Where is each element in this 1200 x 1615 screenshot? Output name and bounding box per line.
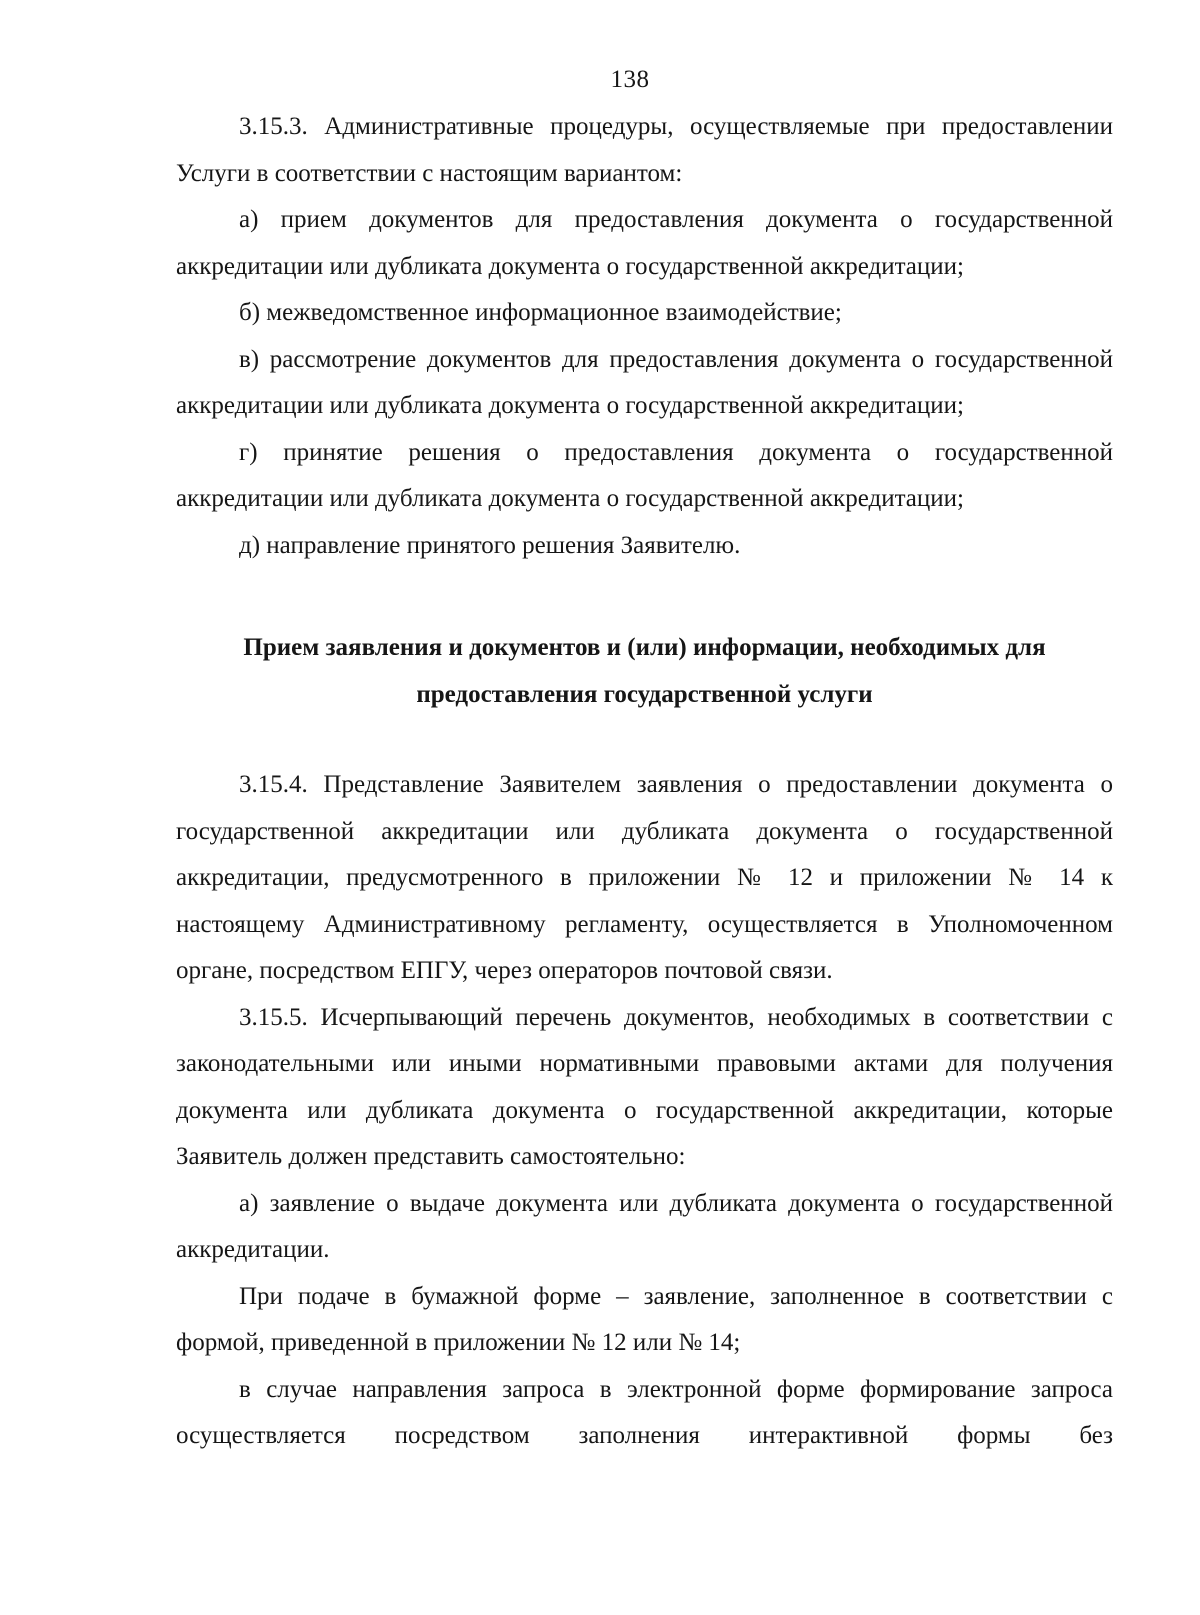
page-number: 138: [610, 66, 650, 93]
document-body: [176, 104, 1113, 1460]
list-item-d: д) направление принятого решения Заявителю.: [239, 531, 741, 559]
paragraph-continuation: осуществляется посредством заполнения интерактивной формы без: [176, 1422, 1113, 1449]
section-heading: Прием заявления и документов и (или) информации, необходимых для предоставления государственной услуги: [243, 634, 1046, 708]
paragraph-3-15-5: 3.15.5. Исчерпывающий перечень документов, необходимых в соответствии с законодательными или иными нормативными правовыми актами для получения документа или дубликата документа о государственной аккредитации, которые Заявитель должен представить самостоятельно:: [176, 1003, 1113, 1170]
list-item-b: б) межведомственное информационное взаимодействие;: [239, 299, 842, 326]
list-item-a: а) прием документов для предоставления документа о государственной аккредитации или дубликата документа о государственной аккредитации;: [176, 206, 1113, 280]
paragraph-3-15-4: 3.15.4. Представление Заявителем заявления о предоставлении документа о государственной аккредитации или дубликата документа о государственной аккредитации, предусмотренного в приложении № 12 и приложении № 14 к настоящему Административному регламенту, осуществляется в Уполномоченном органе, посредством ЕПГУ, через операторов почтовой связи.: [176, 771, 1113, 984]
paragraph-paper-form: При подаче в бумажной форме – заявление, заполненное в соответствии с формой, приведенной в приложении № 12 или № 14;: [176, 1282, 1113, 1356]
paragraph-3-15-3: 3.15.3. Административные процедуры, осуществляемые при предоставлении Услуги в соответствии с настоящим вариантом:: [176, 113, 1113, 187]
list-item-v: в) рассмотрение документов для предоставления документа о государственной аккредитации или дубликата документа о государственной аккредитации;: [176, 345, 1113, 419]
list-item-application: а) заявление о выдаче документа или дубликата документа о государственной аккредитации.: [176, 1189, 1113, 1263]
list-item-g: г) принятие решения о предоставления документа о государственной аккредитации или дубликата документа о государственной аккредитации;: [176, 438, 1113, 512]
paragraph-electronic-form: в случае направления запроса в электронной форме формирование запроса: [239, 1375, 1113, 1403]
